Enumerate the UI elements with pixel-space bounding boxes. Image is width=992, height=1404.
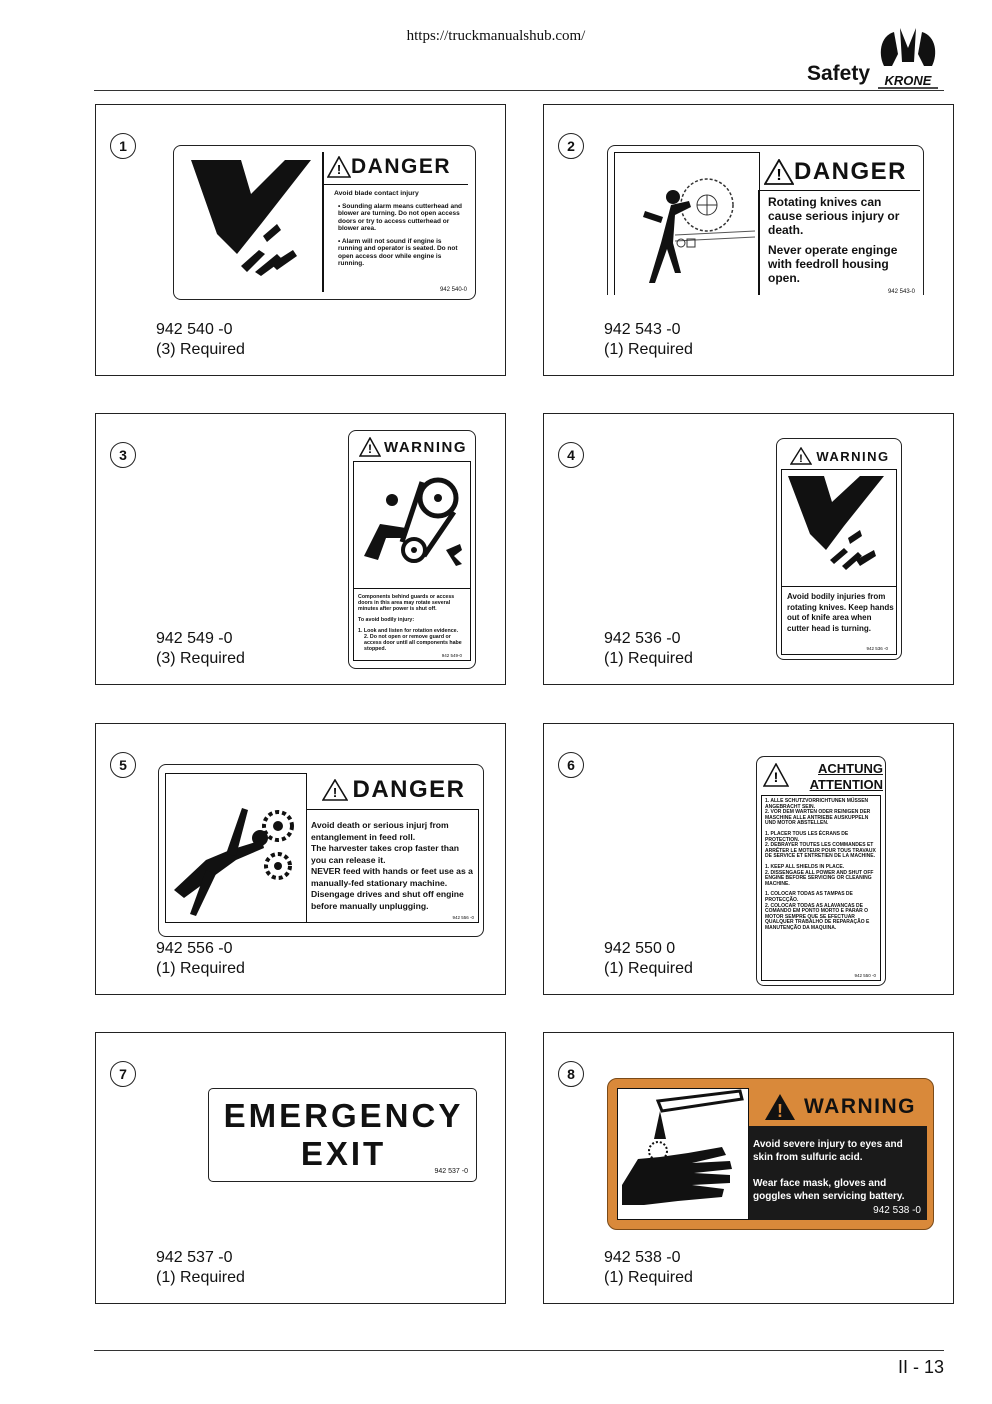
signal-word: DANGER: [352, 776, 466, 803]
warning-triangle-icon: [764, 1093, 796, 1121]
decal-number: 6: [558, 752, 584, 778]
decal-code: 942 537 -0: [434, 1168, 468, 1175]
section-title: Safety: [806, 62, 870, 85]
acid-hand-icon: [618, 1089, 748, 1219]
decal-942540: [173, 145, 476, 300]
danger-header: [311, 773, 477, 807]
rotating-belt-hand-icon: [358, 472, 468, 582]
header-rule: [94, 90, 944, 91]
hand-blade-icon: [784, 472, 894, 582]
signal-word: WARNING: [384, 438, 467, 456]
decal-942537: [208, 1088, 477, 1182]
decal-number: 8: [558, 1061, 584, 1087]
source-url: https://truckmanualshub.com/: [406, 28, 586, 44]
footer-rule: [94, 1350, 944, 1351]
svg-text:!: !: [336, 162, 342, 177]
part-info: [604, 320, 693, 360]
quantity: (3) Required: [156, 341, 245, 358]
part-number: 942 537 -0: [156, 1249, 233, 1266]
svg-text:!: !: [776, 167, 782, 184]
decal-cell-1: [95, 104, 506, 376]
part-info: [604, 939, 693, 979]
hand-blade-icon: [181, 154, 321, 288]
quantity: (1) Required: [604, 341, 693, 358]
warning-triangle-icon: [327, 156, 351, 178]
part-number: 942 543 -0: [604, 321, 681, 338]
part-number: 942 540 -0: [156, 321, 233, 338]
warning-triangle-icon: [763, 763, 789, 787]
svg-text:!: !: [368, 442, 372, 456]
quantity: (1) Required: [604, 650, 693, 667]
quantity: (1) Required: [156, 960, 245, 977]
decal-number: 1: [110, 133, 136, 159]
decal-number: 3: [110, 442, 136, 468]
signal-word: DANGER: [794, 158, 908, 185]
page-number: II - 13: [897, 1357, 944, 1377]
signal-word: WARNING: [804, 1095, 916, 1118]
decal-cell-4: [543, 413, 954, 685]
decal-text: 1. ALLE SCHUTZVORRICHTUNEN MÜSSEN ANGEBRACHT SEIN. 2. VOR DEM WARTEN ODER REINIGEN DER MASCHINE ALLE ANTRIEBE AUSKUPPELN UND MOTOR ABSTELLEN. 1. PLACER TOUS LES ÉCRANS DE PROTECTION. 2. DEBRAYER TOUTES LES COMMANDES ET ARRÊTER LE MOTEUR POUR TOUS TRAVAUX DE SERVICE ET ENTRETIEN DE LA MACHINE. 1. KEEP ALL SHIELDS IN PLACE. 2. DISSENGAGE ALL POWER AND SHUT OFF ENGINE BEFORE SERVICING OR CLEANING MACHINE. 1. COLOCAR TODAS AS TAMPAS DE PROTECÇÃO. 2. COLOCAR TODAS AS ALAVANCAS DE COMANDO EM PONTO MORTO E PARAR O MOTOR SEMPRE QUE SE EFECTUAR QUALQUER TRABALHO DE REPARAÇÃO E MANUTENÇÃO DA MAQUINA.: [765, 798, 876, 931]
quantity: (1) Required: [604, 1269, 693, 1286]
decal-text: Avoid severe injury to eyes and skin from sulfuric acid. Wear face mask, gloves and goggles when servicing battery.: [753, 1139, 905, 1202]
svg-text:!: !: [777, 1101, 783, 1121]
decal-number: 4: [558, 442, 584, 468]
svg-text:!: !: [333, 785, 338, 800]
emergency-exit-text: EMERGENCY EXIT: [223, 1097, 464, 1172]
decal-code: 942 538 -0: [873, 1205, 921, 1216]
decal-942549: [348, 430, 476, 669]
krone-logo: [874, 24, 942, 92]
decal-text: Rotating knives can cause serious injury or death. Never operate enginge with feedroll housing open.: [768, 195, 900, 285]
quantity: (3) Required: [156, 650, 245, 667]
warning-triangle-icon: [359, 437, 381, 457]
decal-cell-3: [95, 413, 506, 685]
quantity: (1) Required: [604, 960, 693, 977]
rotating-knife-figure-icon: [615, 153, 759, 295]
danger-header: [764, 158, 907, 186]
signal-word: WARNING: [816, 448, 890, 464]
decal-text: Components behind guards or access doors in this area may rotate several minutes after power is shut off. To avoid bodily injury: 1. Look and listen for rotation evidence. 2. Do not open or remove guard or access door until all components habe stopped.: [358, 594, 462, 652]
decal-942550: [756, 756, 886, 986]
part-number: 942 536 -0: [604, 630, 681, 647]
image-frame: [614, 152, 760, 295]
svg-text:!: !: [773, 769, 779, 785]
decal-code: 942 540-0: [439, 287, 467, 293]
part-number: 942 550 0: [604, 940, 676, 957]
decal-cell-5: [95, 723, 506, 995]
decal-942536: [776, 438, 902, 660]
part-number: 942 556 -0: [156, 940, 233, 957]
warning-triangle-icon: [764, 159, 794, 185]
decal-number: 5: [110, 752, 136, 778]
part-info: [604, 1248, 693, 1288]
decal-code: 942 543-0: [887, 289, 915, 295]
part-info: [156, 629, 245, 669]
feed-roll-entanglement-icon: [166, 774, 306, 922]
quantity: (1) Required: [156, 1269, 245, 1286]
warning-triangle-icon: [790, 447, 812, 465]
decal-text: Avoid bodily injuries from rotating knives. Keep hands out of knife area when cutter head is turning.: [787, 592, 894, 633]
signal-words: ACHTUNG ATTENTION: [809, 761, 883, 792]
part-info: [604, 629, 693, 669]
decal-cell-7: [95, 1032, 506, 1304]
decal-code: 942 536 -0: [866, 646, 888, 651]
decal-number: 2: [558, 133, 584, 159]
part-info: [156, 1248, 245, 1288]
decal-cell-8: [543, 1032, 954, 1304]
warning-triangle-icon: [322, 779, 348, 801]
decal-text: Avoid death or serious injurj from entanglement in feed roll. The harvester takes crop faster than you can release it. NEVER feed with hands or feet use as a manually-fed stationary machine. Disengage drives and shut off engine before manually unplugging.: [311, 820, 473, 911]
decal-942538: [607, 1078, 934, 1230]
decal-code: 942 556 -0: [452, 915, 474, 920]
decal-cell-6: [543, 723, 954, 995]
decal-942543: [607, 145, 924, 295]
decal-text: Avoid blade contact injury • Sounding alarm means cutterhead and blower are turning. Do not open access doors or try to access cutterhead or blower area. • Alarm will not sound if engine is running and operator is seated. Do not open access door while engine is running.: [334, 190, 463, 267]
svg-text:!: !: [799, 453, 804, 465]
part-info: [156, 320, 245, 360]
warning-header: [753, 1088, 927, 1126]
decal-code: 942 549-0: [441, 653, 462, 658]
part-info: [156, 939, 245, 979]
part-number: 942 549 -0: [156, 630, 233, 647]
decal-code: 942 550 -0: [854, 973, 876, 978]
decal-cell-2: [543, 104, 954, 376]
decal-number: 7: [110, 1061, 136, 1087]
warning-header: [349, 437, 476, 457]
part-number: 942 538 -0: [604, 1249, 681, 1266]
warning-header: [777, 447, 902, 465]
decal-942556: [158, 764, 484, 937]
danger-header: [327, 154, 473, 180]
signal-word: DANGER: [351, 155, 452, 178]
logo-text: KRONE: [884, 73, 932, 88]
